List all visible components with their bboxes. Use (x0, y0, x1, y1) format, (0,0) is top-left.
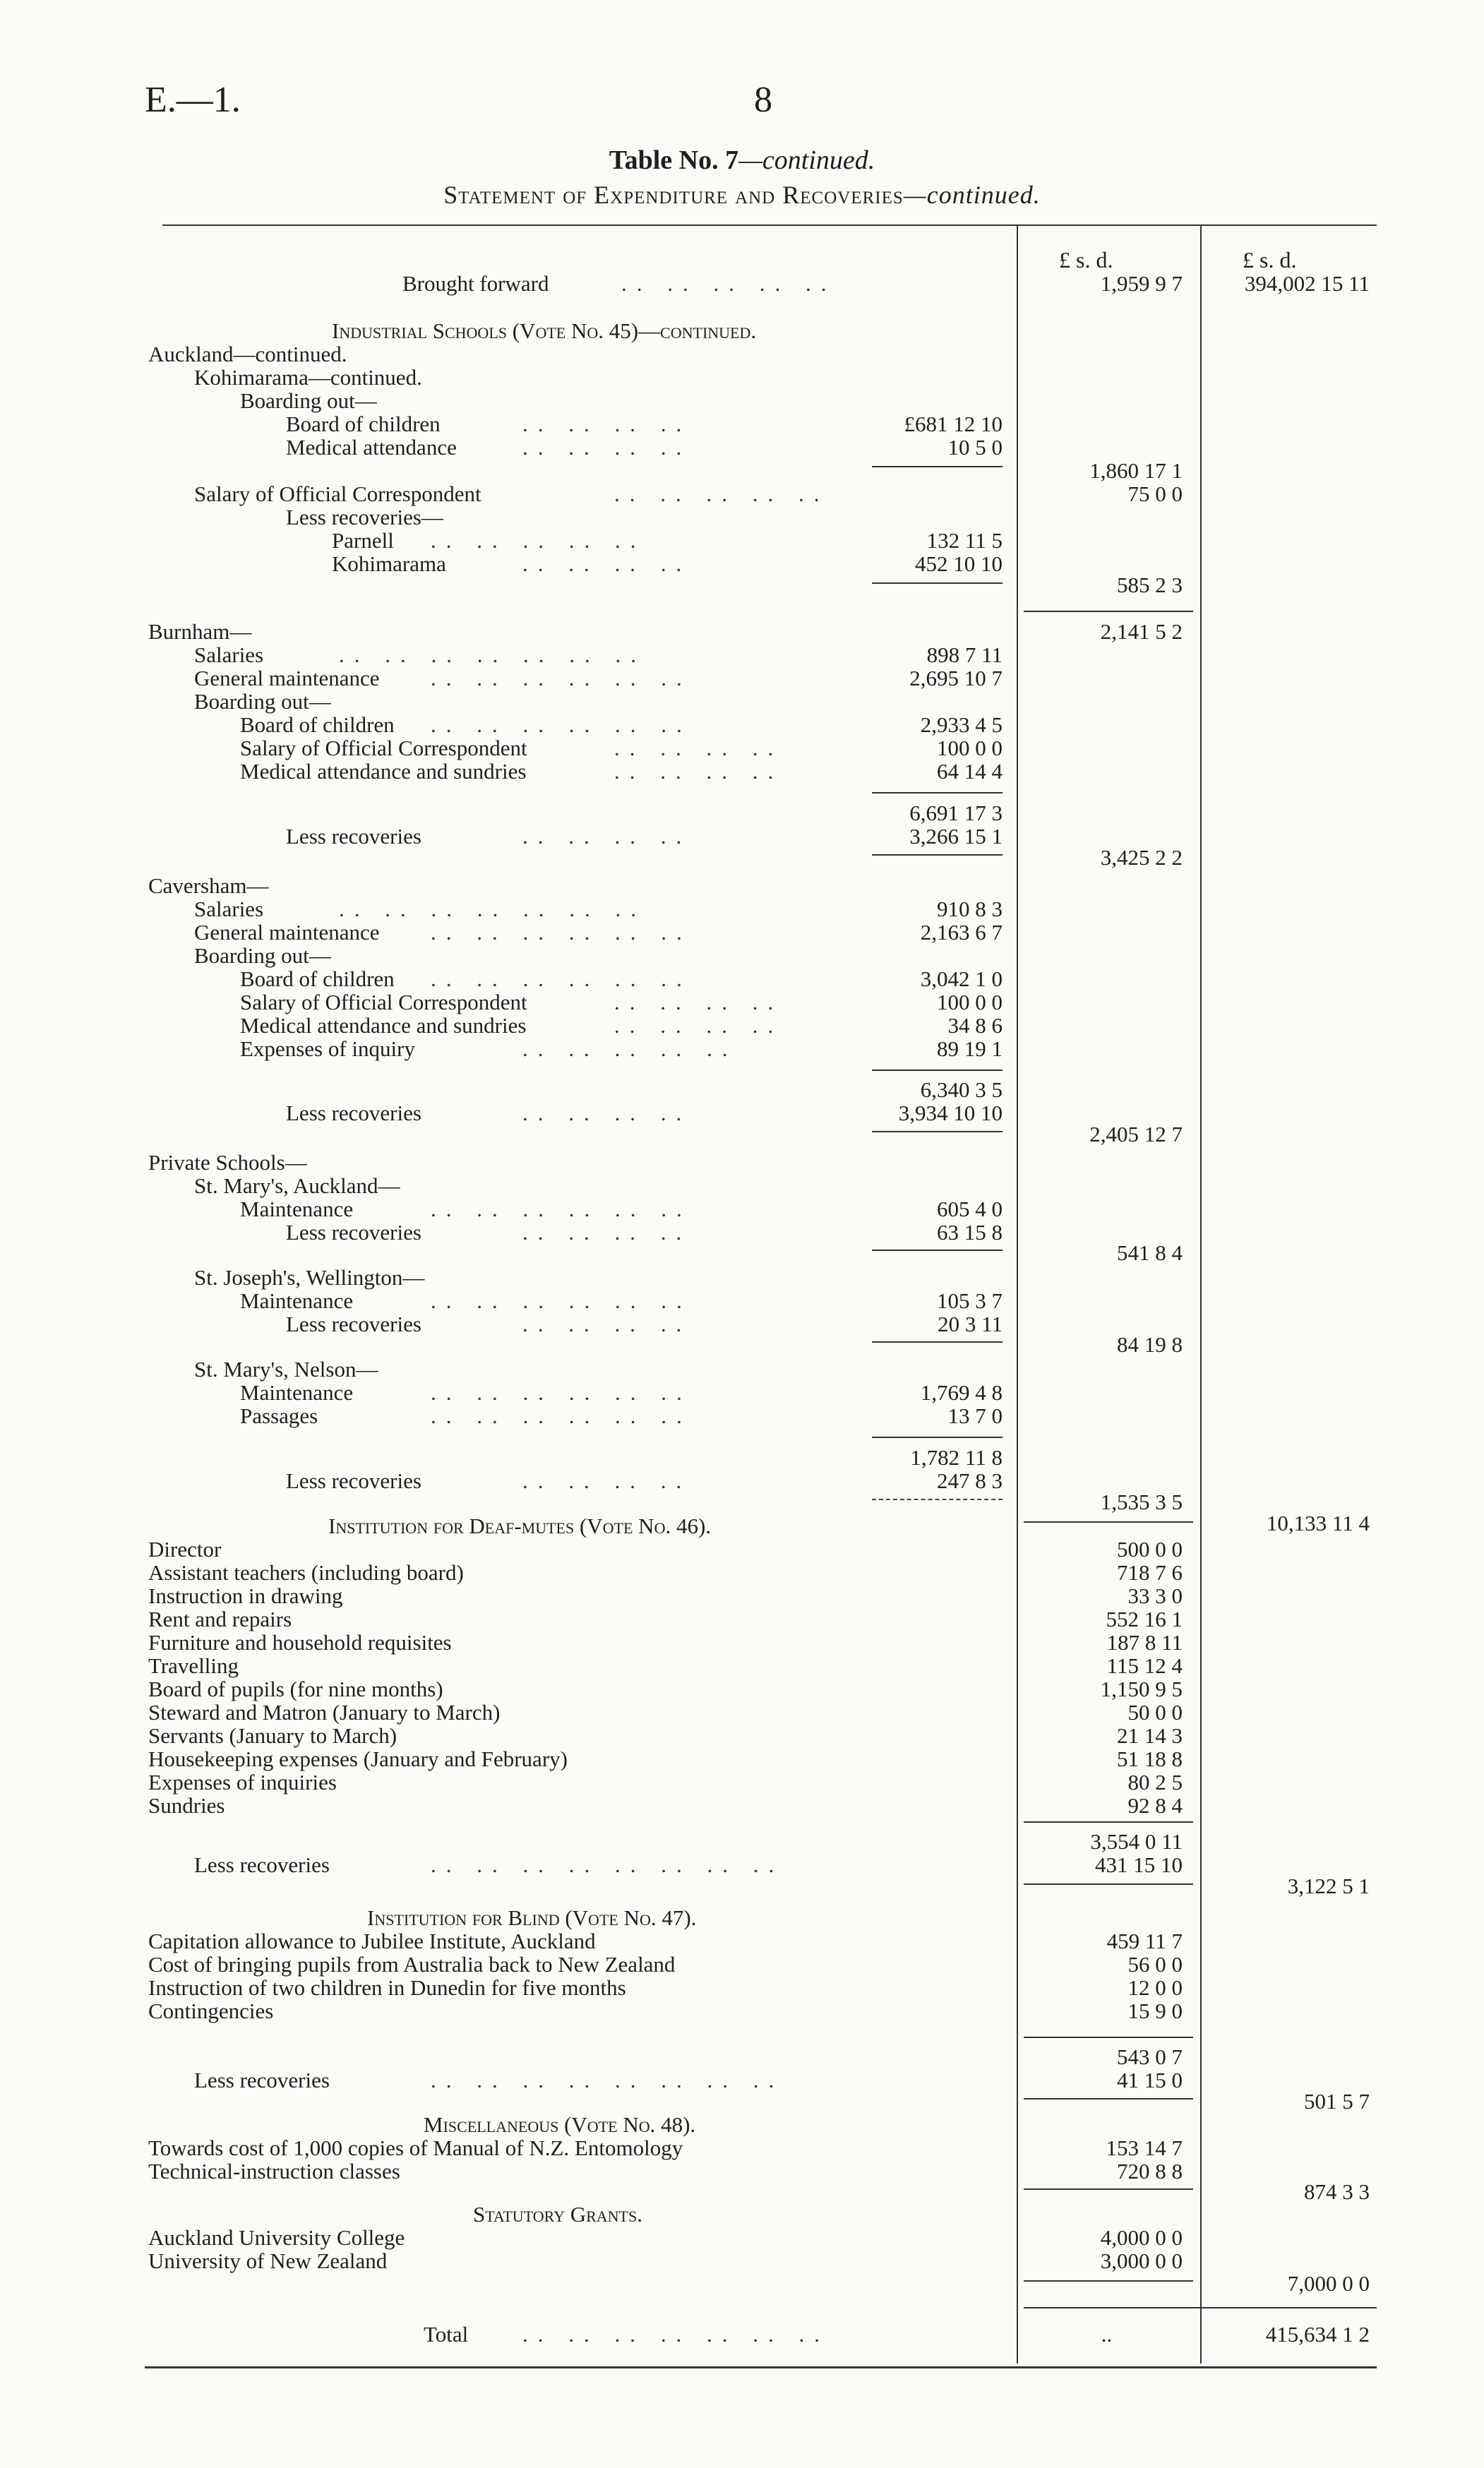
amount-col1: 64 14 4 (937, 759, 1003, 784)
column-header-3: £ s. d. (1243, 247, 1297, 272)
row-label: Medical attendance (286, 435, 457, 460)
section-heading-deaf-mutes: Institution for Deaf-mutes (Vote No. 46). (328, 1514, 712, 1538)
row-caversham-general (0, 921, 1484, 945)
amount-col1: 132 11 5 (926, 528, 1003, 553)
row-caversham-salaries (0, 897, 1484, 921)
row-caversham-board (0, 967, 1484, 991)
amount-col2: 92 8 4 (1127, 1793, 1183, 1818)
amount-col1: 63 15 8 (937, 1220, 1003, 1245)
row-deaf-net (0, 1874, 1484, 1898)
row-label: St. Joseph's, Wellington— (194, 1265, 425, 1290)
row-caversham-inquiry (0, 1037, 1484, 1061)
row-smn-maintenance (0, 1381, 1484, 1405)
row-label: Maintenance (240, 1380, 354, 1405)
row-burnham-less (0, 825, 1484, 849)
section-heading-blind: Institution for Blind (Vote No. 47). (367, 1905, 697, 1930)
section-heading-industrial: Industrial Schools (Vote No. 45)—continued. (332, 318, 757, 343)
row-label: Assistant teachers (including board) (148, 1560, 464, 1585)
amount-col1: 3,266 15 1 (909, 824, 1003, 849)
amount-col1: 910 8 3 (937, 897, 1003, 921)
row-kohimarama (0, 366, 1484, 390)
row-caversham-medical (0, 1014, 1484, 1038)
table-title-suffix: —continued. (738, 145, 875, 175)
row-label: Total (424, 2322, 469, 2347)
amount-col2: 1,860 17 1 (1089, 458, 1183, 483)
amount-col2: 541 8 4 (1117, 1240, 1183, 1265)
amount-col1: 3,934 10 10 (898, 1101, 1003, 1125)
amount-col1: 6,691 17 3 (909, 801, 1003, 825)
amount-col1: 20 3 11 (938, 1312, 1003, 1336)
row-label: Maintenance (240, 1197, 354, 1221)
statutory-item-row (0, 2226, 1484, 2250)
amount-col2: 1,535 3 5 (1100, 1490, 1183, 1514)
deaf-item-row (0, 1677, 1484, 1701)
row-burnham-total (0, 801, 1484, 825)
subtotal-rule (872, 792, 1003, 793)
row-label: General maintenance (194, 920, 380, 945)
amount-col2: 33 3 0 (1127, 1583, 1183, 1608)
amount-col2: 12 0 0 (1127, 1975, 1183, 2000)
table-bottom-rule (145, 2366, 1377, 2368)
table-subtitle-suffix: —continued. (903, 181, 1041, 209)
table-title-main: Table No. 7 (609, 145, 739, 175)
misc-item-row (0, 2136, 1484, 2160)
row-label: Salaries (194, 897, 264, 921)
table-top-rule (162, 224, 1377, 226)
amount-col1: 100 0 0 (937, 736, 1003, 760)
leader-dots: .. .. .. .. (522, 1101, 692, 1125)
amount-col1: 3,042 1 0 (920, 966, 1003, 991)
row-label: Cost of bringing pupils from Australia back to New Zealand (148, 1952, 676, 1977)
table-title (0, 145, 1484, 176)
amount-col2: 543 0 7 (1117, 2044, 1183, 2069)
row-stmary-auckland (0, 1174, 1484, 1198)
deaf-item-row (0, 1631, 1484, 1655)
amount-col2: 50 0 0 (1127, 1700, 1183, 1725)
amount-col2: 585 2 3 (1117, 573, 1183, 597)
amount-col1: 247 8 3 (937, 1468, 1003, 1493)
document-code: E.—1. (145, 80, 241, 120)
row-label: Passages (240, 1403, 318, 1428)
row-statutory-net (0, 2272, 1484, 2296)
row-stjoseph (0, 1266, 1484, 1290)
leader-dots: .. .. .. .. .. .. .. .. (431, 2068, 784, 2092)
leader-dots: .. .. .. .. .. .. .. (522, 2322, 830, 2347)
leader-dots: .. .. .. .. .. .. (431, 1403, 692, 1428)
row-grand-total (0, 2323, 1484, 2347)
leader-dots: .. .. .. .. (522, 824, 692, 849)
row-salary-correspondent (0, 482, 1484, 506)
row-sj-net (0, 1333, 1484, 1357)
deaf-item-row (0, 1607, 1484, 1631)
amount-col2: 3,000 0 0 (1100, 2248, 1183, 2273)
row-subtotal (0, 459, 1484, 483)
row-board-children (0, 412, 1484, 436)
row-label: Towards cost of 1,000 copies of Manual of N.Z. Entomology (148, 2135, 683, 2160)
deaf-item-row (0, 1724, 1484, 1748)
deaf-item-row (0, 1584, 1484, 1608)
amount-col2: 552 16 1 (1106, 1607, 1183, 1631)
leader-dots: .. .. .. .. .. (614, 481, 830, 506)
amount-col2: 41 15 0 (1117, 2068, 1183, 2092)
amount-col1: 34 8 6 (947, 1013, 1003, 1038)
amount-col2: 3,554 0 11 (1090, 1829, 1183, 1854)
leader-dots: .. .. .. .. .. .. .. (339, 642, 646, 667)
leader-dots: .. .. .. .. .. .. .. .. (431, 1852, 784, 1877)
deaf-item-row (0, 1747, 1484, 1771)
subtotal-rule (872, 1437, 1003, 1438)
row-smn-total (0, 1446, 1484, 1470)
row-smn-less (0, 1469, 1484, 1493)
leader-dots: .. .. .. .. (614, 759, 784, 784)
row-label: Less recoveries (286, 1220, 421, 1245)
row-caversham-less (0, 1101, 1484, 1125)
leader-dots: .. .. .. .. .. (621, 271, 837, 296)
row-sma-net (0, 1241, 1484, 1265)
row-label: Salary of Official Correspondent (240, 990, 527, 1014)
row-blind-net (0, 2090, 1484, 2114)
row-label: Board of children (240, 966, 395, 991)
row-label: Instruction of two children in Dunedin for five months (148, 1975, 626, 2000)
row-label: Less recoveries— (286, 505, 443, 529)
amount-col2: 2,405 12 7 (1089, 1122, 1183, 1146)
row-caversham-boarding (0, 944, 1484, 968)
amount-col2: 459 11 7 (1106, 1929, 1183, 1953)
row-burnham (0, 620, 1484, 644)
deaf-item-row (0, 1654, 1484, 1678)
blind-item-row (0, 1953, 1484, 1977)
row-caversham-salary-corr (0, 990, 1484, 1014)
leader-dots: .. .. .. .. .. .. (431, 666, 692, 690)
row-net (0, 573, 1484, 597)
leader-dots: .. .. .. .. (522, 1312, 692, 1336)
row-label: Parnell (332, 528, 394, 553)
table-subtitle-main: Statement of Expenditure and Recoveries (443, 181, 904, 209)
row-label: General maintenance (194, 666, 380, 690)
amount-col2: 4,000 0 0 (1100, 2225, 1183, 2250)
total-rule (1024, 2307, 1377, 2308)
row-label: Instruction in drawing (148, 1583, 343, 1608)
amount-col3: 394,002 15 11 (1244, 271, 1370, 296)
row-label: Boarding out— (240, 388, 377, 413)
row-label: Less recoveries (194, 1852, 330, 1877)
row-deaf-total (0, 1830, 1484, 1854)
row-sma-maintenance (0, 1197, 1484, 1221)
leader-dots: .. .. .. .. .. (431, 528, 646, 553)
row-parnell (0, 529, 1484, 553)
amount-col1: 452 10 10 (915, 551, 1003, 576)
row-deaf-less (0, 1853, 1484, 1877)
leader-dots: .. .. .. .. .. .. (431, 1288, 692, 1313)
row-stmary-nelson (0, 1358, 1484, 1382)
row-medical-attendance (0, 436, 1484, 460)
amount-col1: 89 19 1 (937, 1036, 1003, 1061)
row-burnham-net (0, 846, 1484, 870)
amount-col1: 13 7 0 (947, 1403, 1003, 1428)
row-label: Rent and repairs (148, 1607, 292, 1631)
row-label: Burnham— (148, 619, 252, 644)
amount-col2: 51 18 8 (1117, 1747, 1183, 1771)
blind-item-row (0, 1929, 1484, 1953)
amount-col1: 2,695 10 7 (909, 666, 1003, 690)
amount-col3: 415,634 1 2 (1265, 2322, 1370, 2347)
amount-col2: 84 19 8 (1117, 1332, 1183, 1357)
row-boarding-out (0, 389, 1484, 413)
row-less-recoveries (0, 505, 1484, 529)
row-misc-net (0, 2180, 1484, 2204)
row-label: St. Mary's, Nelson— (194, 1357, 378, 1382)
row-auckland (0, 342, 1484, 366)
blind-item-row (0, 1999, 1484, 2023)
amount-col1: 898 7 11 (926, 642, 1003, 667)
leader-dots: .. .. .. .. (522, 435, 692, 460)
amount-col3: 3,122 5 1 (1287, 1874, 1370, 1898)
row-label: Caversham— (148, 873, 269, 898)
row-label: Auckland University College (148, 2225, 405, 2250)
leader-dots: .. .. .. .. .. .. (431, 1197, 692, 1221)
row-kohimarama-rec (0, 552, 1484, 576)
row-burnham-board (0, 713, 1484, 737)
subtotal-rule (1024, 2037, 1193, 2038)
leader-dots: .. .. .. .. .. .. (431, 920, 692, 945)
amount-col2: .. (1101, 2322, 1113, 2347)
amount-col2: 56 0 0 (1127, 1952, 1183, 1977)
amount-col1: 10 5 0 (947, 435, 1003, 460)
amount-col2: 80 2 5 (1127, 1770, 1183, 1795)
row-label: Expenses of inquiry (240, 1036, 415, 1061)
amount-col1: 100 0 0 (937, 990, 1003, 1014)
row-label: Board of children (240, 712, 395, 737)
row-label: Maintenance (240, 1288, 354, 1313)
amount-col2: 2,141 5 2 (1100, 619, 1183, 644)
amount-col2: 75 0 0 (1127, 481, 1183, 506)
row-label: Medical attendance and sundries (240, 759, 527, 784)
subtotal-rule (872, 1070, 1003, 1071)
row-label: Less recoveries (286, 824, 421, 849)
amount-col1: 2,933 4 5 (920, 712, 1003, 737)
row-private-schools (0, 1151, 1484, 1175)
row-burnham-boarding (0, 690, 1484, 714)
leader-dots: .. .. .. .. (614, 990, 784, 1014)
row-label: Furniture and household requisites (148, 1630, 452, 1655)
amount-col2: 187 8 11 (1106, 1630, 1183, 1655)
row-blind-less (0, 2068, 1484, 2092)
row-label: Expenses of inquiries (148, 1770, 337, 1795)
section-heading-statutory: Statutory Grants. (473, 2202, 642, 2227)
row-burnham-medical (0, 760, 1484, 784)
row-label: Less recoveries (286, 1312, 421, 1336)
row-caversham-net (0, 1122, 1484, 1146)
row-label: Less recoveries (286, 1101, 421, 1125)
row-label: Kohimarama—continued. (194, 365, 422, 390)
row-label: Steward and Matron (January to March) (148, 1700, 501, 1725)
amount-col1: 6,340 3 5 (920, 1077, 1003, 1102)
row-label: Salary of Official Correspondent (240, 736, 527, 760)
row-label: Contingencies (148, 1999, 274, 2023)
amount-col3: 10,133 11 4 (1266, 1511, 1370, 1535)
row-blind-total (0, 2045, 1484, 2069)
row-caversham (0, 874, 1484, 898)
amount-col1: £681 12 10 (904, 412, 1003, 436)
amount-col2: 500 0 0 (1117, 1537, 1183, 1562)
statutory-item-row (0, 2249, 1484, 2273)
deaf-item-row (0, 1538, 1484, 1562)
row-burnham-salary-corr (0, 736, 1484, 760)
amount-col1: 1,782 11 8 (910, 1445, 1003, 1470)
row-label: Technical-instruction classes (148, 2159, 400, 2184)
row-label: Boarding out— (194, 689, 331, 714)
leader-dots: .. .. .. .. .. .. (431, 1380, 692, 1405)
leader-dots: .. .. .. .. (522, 1220, 692, 1245)
row-label: Sundries (148, 1793, 225, 1818)
table-subtitle (0, 180, 1484, 210)
row-label: Servants (January to March) (148, 1723, 397, 1748)
row-label: Kohimarama (332, 551, 446, 576)
row-label: Brought forward (402, 271, 549, 296)
amount-col1: 105 3 7 (937, 1288, 1003, 1313)
row-label: Board of pupils (for nine months) (148, 1677, 443, 1701)
amount-col3: 7,000 0 0 (1287, 2271, 1370, 2296)
section-heading-miscellaneous: Miscellaneous (Vote No. 48). (424, 2112, 696, 2137)
row-label: University of New Zealand (148, 2248, 388, 2273)
row-label: Salary of Official Correspondent (194, 481, 481, 506)
leader-dots: .. .. .. .. .. (522, 1036, 738, 1061)
leader-dots: .. .. .. .. (614, 736, 784, 760)
subtotal-rule (1024, 611, 1193, 612)
amount-col2: 115 12 4 (1106, 1653, 1183, 1678)
row-label: Salaries (194, 642, 264, 667)
column-header-2: £ s. d. (1059, 247, 1113, 272)
row-smn-passages (0, 1404, 1484, 1428)
row-label: Travelling (148, 1653, 239, 1678)
amount-col3: 874 3 3 (1304, 2179, 1370, 2204)
amount-col1: 605 4 0 (937, 1197, 1003, 1221)
amount-col3: 501 5 7 (1304, 2089, 1370, 2114)
leader-dots: .. .. .. .. (522, 551, 692, 576)
leader-dots: .. .. .. .. (522, 1468, 692, 1493)
deaf-item-row (0, 1561, 1484, 1585)
row-label: Private Schools— (148, 1150, 307, 1175)
amount-col2: 720 8 8 (1117, 2159, 1183, 2184)
row-label: Board of children (286, 412, 441, 436)
amount-col2: 1,150 9 5 (1100, 1677, 1183, 1701)
row-brought-forward (0, 272, 1484, 296)
row-label: St. Mary's, Auckland— (194, 1173, 400, 1198)
row-label: Director (148, 1537, 222, 1562)
row-smn-net (0, 1490, 1484, 1514)
row-label: Boarding out— (194, 943, 331, 968)
subtotal-rule (1024, 1821, 1193, 1823)
leader-dots: .. .. .. .. .. .. (431, 966, 692, 991)
row-burnham-general (0, 666, 1484, 690)
row-sj-maintenance (0, 1289, 1484, 1313)
row-label: Capitation allowance to Jubilee Institute, Auckland (148, 1929, 596, 1953)
row-label: Housekeeping expenses (January and February) (148, 1747, 568, 1771)
page-number: 8 (754, 80, 772, 120)
row-burnham-salaries (0, 643, 1484, 667)
blind-item-row (0, 1976, 1484, 2000)
row-caversham-total (0, 1078, 1484, 1102)
amount-col2: 3,425 2 2 (1100, 845, 1183, 870)
amount-col2: 431 15 10 (1095, 1852, 1183, 1877)
row-label: Auckland—continued. (148, 342, 347, 366)
amount-col2: 153 14 7 (1106, 2135, 1183, 2160)
deaf-item-row (0, 1701, 1484, 1725)
leader-dots: .. .. .. .. .. .. .. (339, 897, 646, 921)
amount-col2: 718 7 6 (1117, 1560, 1183, 1585)
amount-col2: 15 9 0 (1127, 1999, 1183, 2023)
row-label: Medical attendance and sundries (240, 1013, 527, 1038)
leader-dots: .. .. .. .. (522, 412, 692, 436)
amount-col1: 2,163 6 7 (920, 920, 1003, 945)
deaf-item-row (0, 1794, 1484, 1818)
deaf-item-row (0, 1771, 1484, 1795)
row-label: Less recoveries (286, 1468, 421, 1493)
amount-col2: 1,959 9 7 (1100, 271, 1183, 296)
amount-col2: 21 14 3 (1117, 1723, 1183, 1748)
amount-col1: 1,769 4 8 (920, 1380, 1003, 1405)
row-label: Less recoveries (194, 2068, 330, 2092)
leader-dots: .. .. .. .. (614, 1013, 784, 1038)
leader-dots: .. .. .. .. .. .. (431, 712, 692, 737)
